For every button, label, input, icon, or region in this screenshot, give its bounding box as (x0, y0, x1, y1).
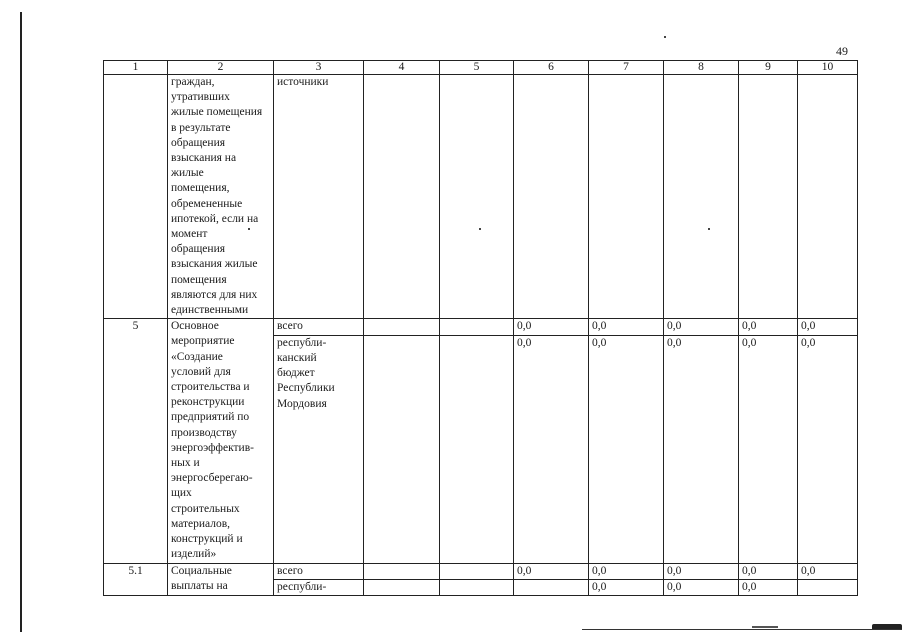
scan-bottom-rule (582, 629, 902, 630)
empty-cell (364, 579, 440, 595)
value-cell: 0,0 (739, 579, 798, 595)
empty-cell (364, 319, 440, 336)
empty-cell (364, 75, 440, 319)
value-cell: 0,0 (739, 319, 798, 336)
empty-cell (440, 563, 514, 579)
column-header: 8 (664, 61, 739, 75)
header-row (104, 61, 858, 75)
empty-cell (364, 335, 440, 563)
table-row (104, 75, 858, 319)
empty-cell (589, 75, 664, 319)
empty-cell (440, 75, 514, 319)
column-header: 7 (589, 61, 664, 75)
empty-cell (364, 563, 440, 579)
funding-source-cell: всего (274, 563, 364, 579)
value-cell: 0,0 (589, 563, 664, 579)
value-cell: 0,0 (664, 563, 739, 579)
funding-source-cell: республи- канский бюджет Республики Мордовия (274, 335, 364, 563)
column-header: 1 (104, 61, 168, 75)
measure-name-cell: Социальные выплаты на (168, 563, 274, 595)
value-cell: 0,0 (589, 335, 664, 563)
value-cell: 0,0 (798, 319, 858, 336)
value-cell: 0,0 (589, 579, 664, 595)
value-cell: 0,0 (664, 579, 739, 595)
scan-edge-line (20, 12, 22, 632)
empty-cell (440, 319, 514, 336)
measure-name-cell: Основное мероприятие «Создание условий для строительства и реконструкции предприятий по производству энергоэффектив- ных и энергосберегаю- щих строительных материалов, конструкций и изделий» (168, 319, 274, 563)
value-cell: 0,0 (739, 563, 798, 579)
value-cell: 0,0 (798, 335, 858, 563)
value-cell: 0,0 (514, 563, 589, 579)
table-row (104, 563, 858, 579)
empty-cell (440, 579, 514, 595)
column-header: 10 (798, 61, 858, 75)
empty-cell (664, 75, 739, 319)
measure-name-cell: граждан, утративших жилые помещения в результате обращения взыскания на жилые помещения, обремененные ипотекой, если на момент обращения взыскания жилые помещения являются для них единственными (168, 75, 274, 319)
value-cell: 0,0 (664, 335, 739, 563)
scan-artifact (872, 624, 902, 629)
value-cell (798, 579, 858, 595)
funding-source-cell: республи- (274, 579, 364, 595)
value-cell: 0,0 (798, 563, 858, 579)
column-header: 4 (364, 61, 440, 75)
budget-table (103, 60, 858, 596)
empty-cell (440, 335, 514, 563)
value-cell: 0,0 (514, 319, 589, 336)
scan-speck (664, 36, 666, 38)
value-cell: 0,0 (589, 319, 664, 336)
value-cell: 0,0 (664, 319, 739, 336)
scan-artifact (752, 626, 778, 628)
value-cell (514, 579, 589, 595)
value-cell: 0,0 (739, 335, 798, 563)
column-header: 6 (514, 61, 589, 75)
empty-cell (739, 75, 798, 319)
row-number-cell: 5.1 (104, 563, 168, 595)
column-header: 5 (440, 61, 514, 75)
row-number-cell: 5 (104, 319, 168, 563)
value-cell: 0,0 (514, 335, 589, 563)
column-header: 9 (739, 61, 798, 75)
funding-source-cell: источники (274, 75, 364, 319)
empty-cell (514, 75, 589, 319)
page-number: 49 (836, 44, 848, 58)
row-number-cell (104, 75, 168, 319)
column-header: 2 (168, 61, 274, 75)
funding-source-cell: всего (274, 319, 364, 336)
column-header: 3 (274, 61, 364, 75)
empty-cell (798, 75, 858, 319)
table-row (104, 319, 858, 336)
